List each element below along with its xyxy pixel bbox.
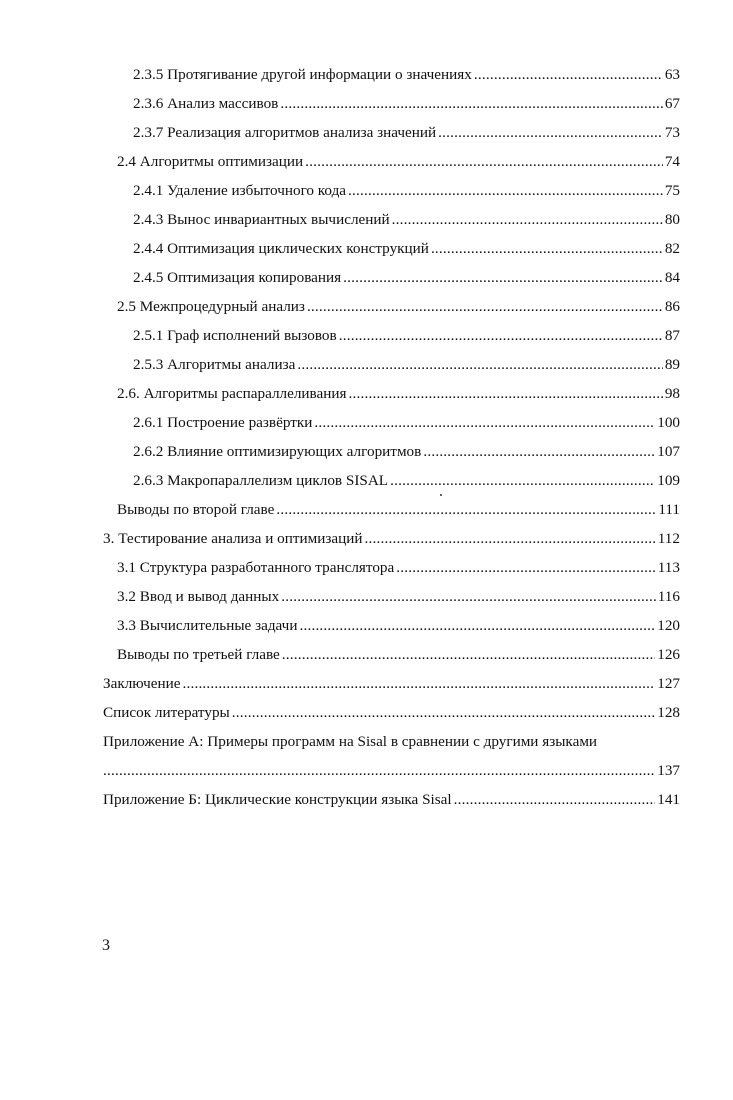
toc-entry-2-4-4[interactable]	[133, 235, 680, 263]
toc-dot-leader	[423, 438, 655, 466]
toc-entry-title: Выводы по третьей главе	[117, 646, 280, 663]
toc-entry-2-3-5[interactable]	[133, 61, 680, 89]
toc-entry-title: 2.6.1 Построение развёртки	[133, 414, 313, 431]
toc-entry-page: 82	[664, 240, 680, 257]
toc-entry-page: 113	[657, 559, 680, 576]
toc-entry-title: 2.4 Алгоритмы оптимизации	[117, 153, 304, 170]
toc-entry-2-4[interactable]	[117, 148, 680, 176]
toc-entry-title: 2.3.6 Анализ массивов	[133, 95, 279, 112]
toc-dot-leader	[343, 264, 663, 292]
toc-entry-3-3[interactable]	[117, 612, 680, 640]
toc-entry-title: 2.4.1 Удаление избыточного кода	[133, 182, 347, 199]
toc-entry-2-3-7[interactable]	[133, 119, 680, 147]
toc-entry-2-6[interactable]	[117, 380, 680, 408]
toc-entry-title: 2.4.3 Вынос инвариантных вычислений	[133, 211, 390, 228]
toc-entry-page: 120	[657, 617, 680, 634]
toc-dot-leader	[431, 235, 663, 263]
toc-entry-page: 109	[657, 472, 680, 489]
toc-entry-title: 2.5.3 Алгоритмы анализа	[133, 356, 296, 373]
toc-entry-page: 86	[664, 298, 680, 315]
toc-entry-chapter-3[interactable]	[103, 525, 680, 553]
toc-entry-chapter3-conclusions[interactable]	[117, 641, 680, 669]
toc-entry-title: 2.5 Межпроцедурный анализ	[117, 298, 305, 315]
toc-entry-page: 141	[657, 791, 680, 808]
toc-entry-title: 2.6.2 Влияние оптимизирующих алгоритмов	[133, 443, 422, 460]
toc-entry-2-4-1[interactable]	[133, 177, 680, 205]
toc-entry-page: 126	[657, 646, 680, 663]
toc-dot-leader	[305, 148, 663, 176]
toc-entry-3-1[interactable]	[117, 554, 680, 582]
toc-entry-title: Заключение	[103, 675, 181, 692]
toc-entry-2-4-5[interactable]	[133, 264, 680, 292]
toc-entry-title: 2.4.4 Оптимизация циклических конструкций	[133, 240, 429, 257]
toc-entry-conclusion[interactable]	[103, 670, 680, 698]
toc-entry-2-3-6[interactable]	[133, 90, 680, 118]
toc-dot-leader	[349, 380, 663, 408]
toc-dot-leader	[454, 786, 656, 814]
toc-entry-appendix-b[interactable]	[103, 786, 680, 814]
toc-entry-title: 2.6.3 Макропараллелизм циклов SISAL	[133, 472, 389, 489]
toc-entry-2-6-1[interactable]	[133, 409, 680, 437]
toc-entry-title: Выводы по второй главе	[117, 501, 275, 518]
toc-entry-page: 80	[664, 211, 680, 228]
toc-entry-3-2[interactable]	[117, 583, 680, 611]
toc-entry-page: 137	[657, 762, 680, 779]
toc-dot-leader	[314, 409, 655, 437]
toc-dot-leader	[232, 699, 655, 727]
toc-entry-page: 100	[657, 414, 680, 431]
toc-entry-2-5[interactable]	[117, 293, 680, 321]
toc-dot-leader	[438, 119, 663, 147]
scan-artifact-dot	[440, 494, 442, 496]
toc-dot-leader	[276, 496, 656, 524]
toc-entry-page: 67	[664, 95, 680, 112]
toc-entry-page: 74	[664, 153, 680, 170]
toc-dot-leader	[299, 612, 655, 640]
toc-entry-title: 3.3 Вычислительные задачи	[117, 617, 298, 634]
toc-entry-2-6-3[interactable]	[133, 467, 680, 495]
toc-entry-page: 87	[664, 327, 680, 344]
toc-entry-title: 2.5.1 Граф исполнений вызовов	[133, 327, 337, 344]
toc-entry-title: 2.3.5 Протягивание другой информации о значениях	[133, 66, 472, 83]
toc-entry-page: 84	[664, 269, 680, 286]
toc-entry-page: 75	[664, 182, 680, 199]
toc-entry-2-5-3[interactable]	[133, 351, 680, 379]
toc-dot-leader	[474, 61, 663, 89]
toc-dot-leader	[281, 583, 656, 611]
toc-entry-appendix-a-title[interactable]: Приложение А: Примеры программ на Sisal в сравнении с другими языками	[103, 733, 598, 750]
toc-entry-title: 3. Тестирование анализа и оптимизаций	[103, 530, 363, 547]
toc-dot-leader	[396, 554, 656, 582]
toc-entry-2-4-3[interactable]	[133, 206, 680, 234]
toc-entry-title: 3.2 Ввод и вывод данных	[117, 588, 280, 605]
toc-entry-page: 111	[658, 501, 680, 518]
toc-entry-page: 107	[657, 443, 680, 460]
toc-dot-leader	[280, 90, 662, 118]
toc-entry-title: 2.4.5 Оптимизация копирования	[133, 269, 342, 286]
toc-dot-leader	[307, 293, 663, 321]
toc-dot-leader	[392, 206, 663, 234]
toc-entry-references[interactable]	[103, 699, 680, 727]
toc-entry-page: 127	[657, 675, 680, 692]
toc-dot-leader	[339, 322, 663, 350]
toc-entry-title: 2.3.7 Реализация алгоритмов анализа значений	[133, 124, 437, 141]
toc-entry-page: 128	[657, 704, 680, 721]
toc-entry-page: 116	[657, 588, 680, 605]
toc-entry-page: 73	[664, 124, 680, 141]
toc-entry-appendix-a[interactable]	[103, 757, 680, 785]
toc-entry-page: 63	[664, 66, 680, 83]
toc-dot-leader	[103, 757, 655, 785]
toc-dot-leader	[390, 467, 655, 495]
toc-entry-page: 98	[664, 385, 680, 402]
toc-entry-title: Приложение Б: Циклические конструкции языка Sisal	[103, 791, 452, 808]
toc-entry-title: 2.6. Алгоритмы распараллеливания	[117, 385, 347, 402]
toc-dot-leader	[364, 525, 655, 553]
toc-entry-2-5-1[interactable]	[133, 322, 680, 350]
toc-entry-page: 89	[664, 356, 680, 373]
toc-entry-2-6-2[interactable]	[133, 438, 680, 466]
toc-entry-title: Список литературы	[103, 704, 230, 721]
toc-entry-chapter2-conclusions[interactable]	[117, 496, 680, 524]
toc-dot-leader	[348, 177, 663, 205]
toc-entry-title: 3.1 Структура разработанного транслятора	[117, 559, 395, 576]
toc-dot-leader	[297, 351, 662, 379]
toc-dot-leader	[182, 670, 655, 698]
toc-entry-page: 112	[657, 530, 680, 547]
page-number: 3	[102, 937, 110, 954]
toc-dot-leader	[282, 641, 655, 669]
